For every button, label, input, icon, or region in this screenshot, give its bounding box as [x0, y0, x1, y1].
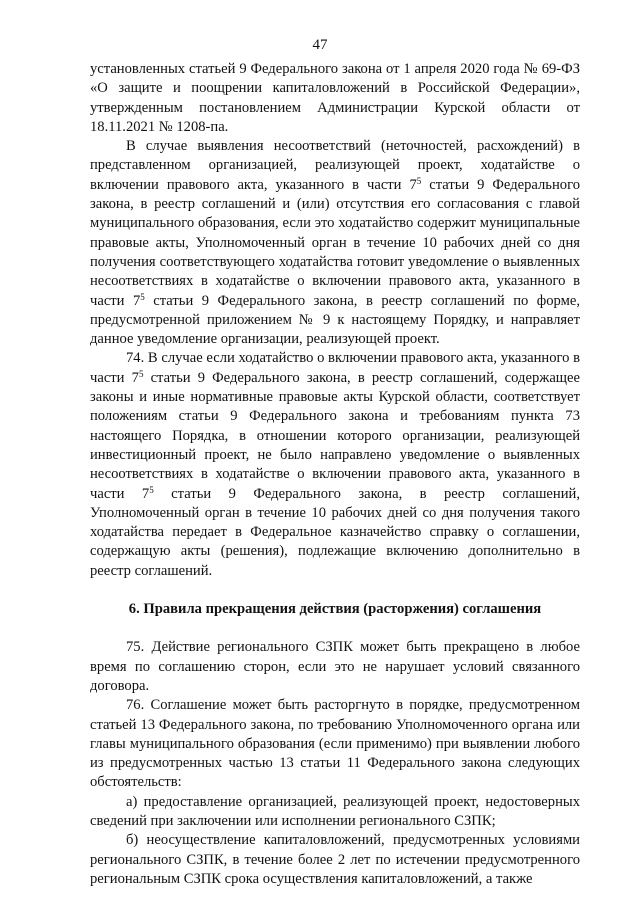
- superscript: 5: [138, 368, 144, 379]
- page-number: 47: [312, 37, 328, 53]
- paragraph-76: 76. Соглашение может быть расторгнуто в порядке, предусмотренном статьей 13 Федерального закона, по требованию Уполномоченного органа или главы муниципального образования (если применимо) при выявлении любого из предусмотренных частью 13 статьи 11 Федерального закона следующих обстоятельств:: [90, 697, 580, 791]
- superscript: 5: [140, 291, 145, 302]
- section-heading: 6. Правила прекращения действия (расторжения) соглашения: [128, 601, 542, 618]
- text-segment: статьи 9 Федерального закона, в реестр соглашений и (или) отсутствия его согласования с главой муниципального образования, если это ходатайство содержит муниципальные правовые акты, Уполномоченный орган в течение 10 рабочих дней со дня получения соответствующего ходатайства готовит уведомление о выявленных несоответствиях в ходатайстве о включении правового акта, указанного в части 7: [90, 176, 580, 309]
- list-item-a: а) предоставление организацией, реализующей проект, недостоверных сведений при заключении или исполнении регионального СЗПК;: [90, 793, 580, 829]
- paragraph-75: 75. Действие регионального СЗПК может быть прекращено в любое время по соглашению сторон, если это не нарушает условий связанного договора.: [90, 639, 580, 694]
- paragraph-74: [90, 349, 580, 581]
- superscript: 5: [149, 484, 154, 495]
- text-segment: статьи 9 Федерального закона, в реестр соглашений, содержащее законы и иные нормативные правовые акты Курской области, соответствует положениям статьи 9 Федерального закона и требованиям пункта 73 настоящего Порядка, в отношении которого организации, реализующей инвестиционный проект, не было направлено уведомление о выявленных несоответствиях в ходатайстве о включении правового акта, указанного в части 7: [90, 369, 580, 502]
- spacer: [90, 619, 580, 638]
- document-body: [90, 60, 580, 889]
- list-item-b: б) неосуществление капиталовложений, предусмотренных условиями регионального СЗПК, в течение более 2 лет по истечении предусмотренного региональным СЗПК срока осуществления капиталовложений, а также: [90, 832, 580, 887]
- text-segment: 74. В случае если ходатайство о включении правового акта, указанного в части 7: [90, 350, 580, 386]
- text-segment: статьи 9 Федерального закона, в реестр соглашений, Уполномоченный орган в течение 10 рабочих дней со дня получения такого ходатайства передает в Федеральное казначейство справку о соглашении, содержащую акты (решения), подлежащие включению дополнительно в реестр соглашений.: [90, 485, 580, 579]
- spacer: [90, 581, 580, 600]
- paragraph-continuation: установленных статьей 9 Федерального закона от 1 апреля 2020 года № 69-ФЗ «О защите и поощрении капиталовложений в Российской Федерации», утвержденным постановлением Администрации Курской области от 18.11.2021 № 1208-па.: [90, 61, 580, 135]
- paragraph-discrepancy-notice: [90, 137, 580, 349]
- superscript: 5: [416, 175, 422, 186]
- text-segment: статьи 9 Федерального закона, в реестр соглашений по форме, предусмотренной приложением № 9 к настоящему Порядку, и направляет данное уведомление организации, реализующей проект.: [90, 292, 580, 348]
- text-segment: В случае выявления несоответствий (неточностей, расхождений) в представленном организацией, реализующей проект, ходатайстве о включении правового акта, указанного в части 7: [90, 138, 580, 193]
